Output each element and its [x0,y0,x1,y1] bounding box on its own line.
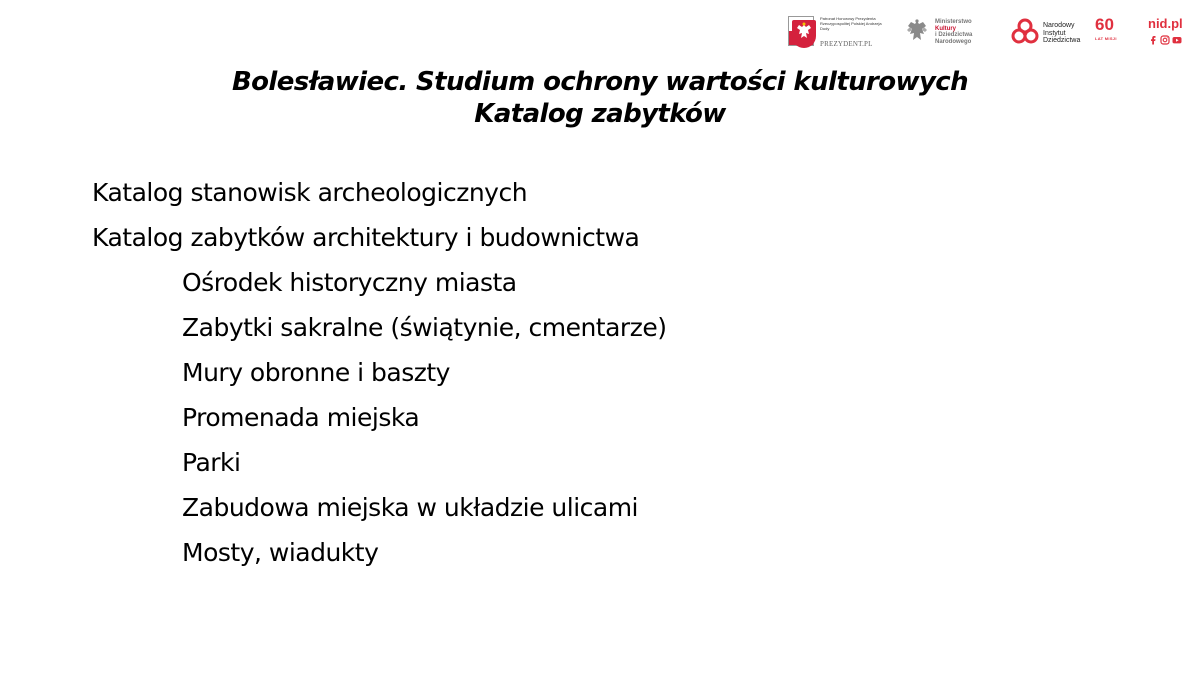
list-item: Mury obronne i baszty [182,358,450,387]
polish-emblem-icon [788,16,814,46]
title-line-1: Bolesławiec. Studium ochrony wartości kulturowych [231,67,969,97]
instagram-icon[interactable] [1160,35,1170,45]
list-item: Zabytki sakralne (świątynie, cmentarze) [182,313,667,342]
list-item: Mosty, wiadukty [182,538,379,567]
logo-bar [786,14,1186,54]
facebook-icon[interactable] [1148,35,1158,45]
list-item: Promenada miejska [182,403,420,432]
list-item: Zabudowa miejska w układzie ulicami [182,493,638,522]
title-line-2: Katalog zabytków [474,99,726,129]
list-item: Katalog zabytków architektury i budownictwa [92,223,640,252]
nid-name: Narodowy Instytut Dziedzictwa [1043,22,1081,44]
mkidn-name: Ministerstwo Kultury i Dziedzictwa Narodowego [935,19,973,45]
anniversary-label: LAT MISJI [1095,36,1117,41]
nidpl-domain[interactable]: nid.pl [1148,16,1183,31]
mkidn-logo[interactable] [904,14,996,54]
catalog-list [0,174,1200,579]
prezydent-logo[interactable] [786,14,886,54]
prezydent-site: PREZYDENT.PL [820,40,873,48]
list-item: Parki [182,448,241,477]
patronage-text: Patronat Honorowy Prezydenta Rzeczypospolitej Polskiej Andrzeja Dudy [820,16,882,31]
slide-title [0,66,1200,130]
eagle-icon [904,18,930,46]
list-item: Katalog stanowisk archeologicznych [92,178,528,207]
nid-logo[interactable] [1011,14,1129,54]
nid-trefoil-icon [1011,18,1039,46]
nidpl-logo[interactable] [1144,14,1186,54]
social-links [1148,35,1182,45]
youtube-icon[interactable] [1172,35,1182,45]
list-item: Ośrodek historyczny miasta [182,268,517,297]
anniversary-number: 60 [1095,15,1114,34]
